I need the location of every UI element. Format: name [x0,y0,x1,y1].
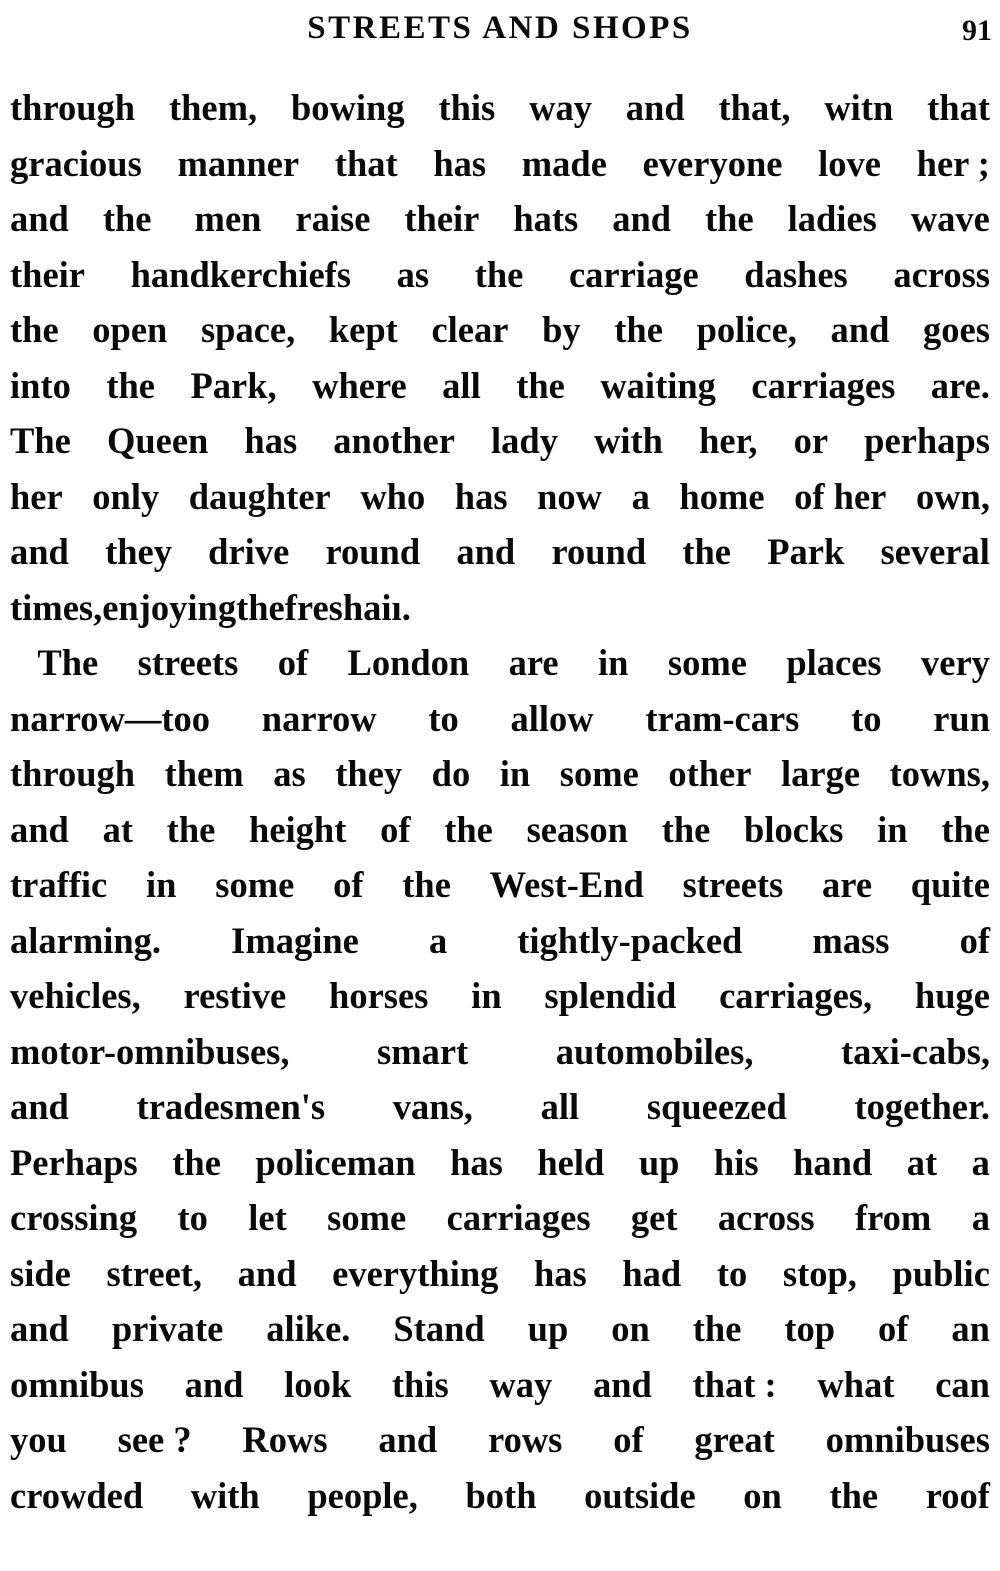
word: rows [488,1419,563,1460]
word: has [534,1252,587,1294]
word: London [347,642,470,683]
word: season [526,808,628,850]
word: carriage [568,253,699,295]
word: crowded [10,1474,144,1516]
word: towns, [889,753,990,794]
word: very [921,642,990,683]
word: or [793,420,829,461]
word: narrow—too [10,697,211,739]
text-line [10,1412,990,1468]
word: a [971,1141,990,1183]
running-head: STREETS AND SHOPS [307,10,693,46]
word: smart [377,1030,469,1072]
word: to [177,1197,208,1238]
word: their [10,253,85,295]
word: street, [106,1252,203,1294]
word: let [248,1197,287,1238]
word: and [456,531,516,572]
word: tightly-packed [517,919,743,961]
word: from [854,1197,932,1238]
word: Stand [393,1308,485,1349]
word: side [10,1252,71,1294]
word: and [10,531,69,572]
word: can [935,1363,990,1405]
word: are. [930,364,990,406]
word: West-End [489,864,644,905]
text-line [10,746,990,802]
word: by [542,309,581,350]
text-line [10,913,990,969]
word: home [679,475,765,517]
text-line [10,968,990,1024]
word: Queen [106,420,209,461]
word: alike. [266,1308,351,1349]
word: vans, [392,1086,473,1127]
word: other [668,753,752,794]
word: automobiles, [555,1030,754,1072]
text-line [10,80,990,136]
word: streets [137,642,239,683]
word: omnibuses [825,1419,990,1460]
word: outside [584,1474,696,1516]
word: enjoying [102,586,237,628]
word: Park [767,531,845,572]
word: all [442,364,481,406]
word: to [716,1252,748,1294]
word: that [334,142,398,184]
word: handkerchiefs [130,253,351,295]
word: do [431,753,471,794]
word: and [830,309,890,350]
word: as [396,253,430,295]
word: roof [925,1474,990,1516]
word: gracious [10,142,142,184]
word: with [190,1474,260,1516]
word: everyone [642,142,783,184]
word: together. [854,1086,990,1127]
word: the [444,808,493,850]
word: space, [200,309,296,350]
word: waiting [600,364,716,406]
word: they [105,531,172,572]
word: the [10,309,59,350]
word: both [465,1474,537,1516]
word: stop, [782,1252,857,1294]
word: vehicles, [10,975,141,1016]
word: all [540,1086,580,1127]
word: and [10,198,69,239]
word: perhaps [864,420,990,461]
text-line [10,1079,990,1135]
word: the [682,531,731,572]
text-line [10,1246,990,1302]
word: crossing [10,1197,138,1238]
word: everything [332,1252,499,1294]
word: mass [812,919,890,961]
word: manner [177,142,300,184]
word: bowing [290,87,405,128]
word: kept [328,309,398,350]
text-line [10,1468,990,1524]
word: clear [431,309,509,350]
word: and [237,1252,297,1294]
page-header [0,4,1000,60]
word: this [391,1363,449,1405]
word: the [661,808,711,850]
word: round [325,531,421,572]
word: the [516,364,565,406]
word: in [146,864,177,905]
word: carriages [751,364,896,406]
word: carriages, [719,975,873,1016]
word: of [380,808,411,850]
word: and [10,808,69,850]
word: at [102,808,133,850]
word: held [537,1141,605,1183]
word: of [613,1419,644,1460]
word: that : [692,1363,777,1405]
word: quite [910,864,990,905]
word: The [10,642,99,683]
word: traffic [10,864,108,905]
word: they [335,753,403,794]
word: some [327,1197,407,1238]
word: times, [10,586,103,628]
word: restive [183,975,287,1016]
word: the [829,1474,879,1516]
word: the [402,864,451,905]
word: in [471,975,502,1016]
word: of [277,642,309,683]
word: ladies [787,198,877,239]
text-line [10,191,990,247]
word: a [971,1197,990,1238]
text-line [10,302,990,358]
text-line [10,469,990,525]
word: large [780,753,861,794]
word: height [249,808,347,850]
word: people, [307,1474,418,1516]
word: that, [718,87,791,128]
word: own, [915,475,990,517]
word: narrow [261,697,377,739]
text-line [10,358,990,414]
word: taxi-cabs, [840,1030,990,1072]
word: police, [696,309,797,350]
text-line [10,1190,990,1246]
word: run [933,697,990,739]
word: and [625,87,685,128]
word: Rows [242,1419,328,1460]
word: of [333,864,364,905]
word: another [333,420,455,461]
word: in [499,753,531,794]
word: has [454,475,508,517]
word: alarming. [10,919,162,961]
word: an [951,1308,990,1349]
word: Park, [190,364,277,406]
word: fresh [284,586,364,628]
word: through [10,87,136,128]
word: lady [491,420,558,461]
text-line [10,413,990,469]
word: the [474,253,524,295]
word: has [244,420,298,461]
text-line [10,1357,990,1413]
word: are [508,642,559,683]
word: some [667,642,747,683]
word: the [102,198,161,239]
word: splendid [544,975,677,1016]
word: wave [910,198,990,239]
word: men [194,198,262,239]
word: to [851,697,882,739]
word: huge [914,975,990,1016]
word: great [694,1419,775,1460]
page-number: 91 [962,14,992,47]
word: open [92,309,168,350]
word: the [106,364,155,406]
word: the [705,198,754,239]
word: and [10,1086,69,1127]
word: what [817,1363,895,1405]
word: places [786,642,882,683]
text-line [10,136,990,192]
word: and [10,1308,69,1349]
word: as [273,753,306,794]
word: blocks [744,808,844,850]
word: into [10,364,71,406]
word: a [631,475,650,517]
word: them [164,753,244,794]
word: her, [699,420,758,461]
word: motor-omnibuses, [10,1030,290,1072]
word: the [941,808,990,850]
word: are [822,864,873,905]
word: see ? [117,1419,192,1460]
word: who [360,475,426,517]
word: The [10,420,71,461]
body-text [10,80,990,1523]
text-line [10,802,990,858]
text-line [10,691,990,747]
word: this [438,87,496,128]
word: way [489,1363,553,1405]
text-line [10,1135,990,1191]
word: up [638,1141,680,1183]
text-line [10,524,990,580]
word: Imagine [231,919,359,961]
word: her [10,475,63,517]
word: love [818,142,881,184]
word: his [713,1141,759,1183]
word: and [378,1419,438,1460]
word: horses [329,975,429,1016]
word: of [959,919,990,961]
text-line [10,1301,990,1357]
word: the [172,1141,221,1183]
word: on [611,1308,650,1349]
word: only [92,475,160,517]
word: to [428,697,459,739]
word: and [592,1363,652,1405]
word: raise [295,198,371,239]
text-line [10,580,990,636]
word: that [927,87,990,128]
word: tradesmen's [136,1086,326,1127]
word: them, [168,87,258,128]
word: drive [208,531,290,572]
word: goes [923,309,990,350]
word: dashes [744,253,848,295]
word: hand [793,1141,873,1183]
word: public [892,1252,990,1294]
word: carriages [446,1197,591,1238]
word: omnibus [10,1363,144,1405]
word: through [10,753,136,794]
word: in [598,642,629,683]
word: her ; [916,142,990,184]
word: streets [682,864,784,905]
text-line [10,1024,990,1080]
word: and [612,198,672,239]
word: their [404,198,480,239]
word: get [630,1197,678,1238]
word: some [559,753,639,794]
text-line [10,247,990,303]
word: private [111,1308,224,1349]
word: aiı. [363,586,411,628]
word: up [527,1308,569,1349]
word: where [312,364,407,406]
word: you [10,1419,67,1460]
word: with [594,420,663,461]
word: top [784,1308,836,1349]
word: the [692,1308,742,1349]
word: tram-cars [645,697,800,739]
word: of [878,1308,909,1349]
word: across [893,253,990,295]
text-line [10,857,990,913]
word: has [433,142,487,184]
word: several [880,531,990,572]
word: across [717,1197,815,1238]
word: the [614,309,663,350]
word: the [236,586,285,628]
word: has [450,1141,503,1183]
word: some [215,864,295,905]
word: hats [513,198,579,239]
word: had [622,1252,682,1294]
word: witn [824,87,894,128]
word: look [284,1363,352,1405]
word: of her [794,475,887,517]
word: on [743,1474,782,1516]
word: in [877,808,908,850]
word: allow [510,697,594,739]
word: made [521,142,607,184]
word: daughter [188,475,331,517]
word: Perhaps [10,1141,138,1183]
word: the [166,808,216,850]
word: at [906,1141,938,1183]
word: way [529,87,592,128]
word: now [537,475,603,517]
word: policeman [255,1141,416,1183]
word: and [184,1363,244,1405]
text-line [10,635,990,691]
word: a [428,919,448,961]
word: round [551,531,647,572]
word: squeezed [646,1086,787,1127]
